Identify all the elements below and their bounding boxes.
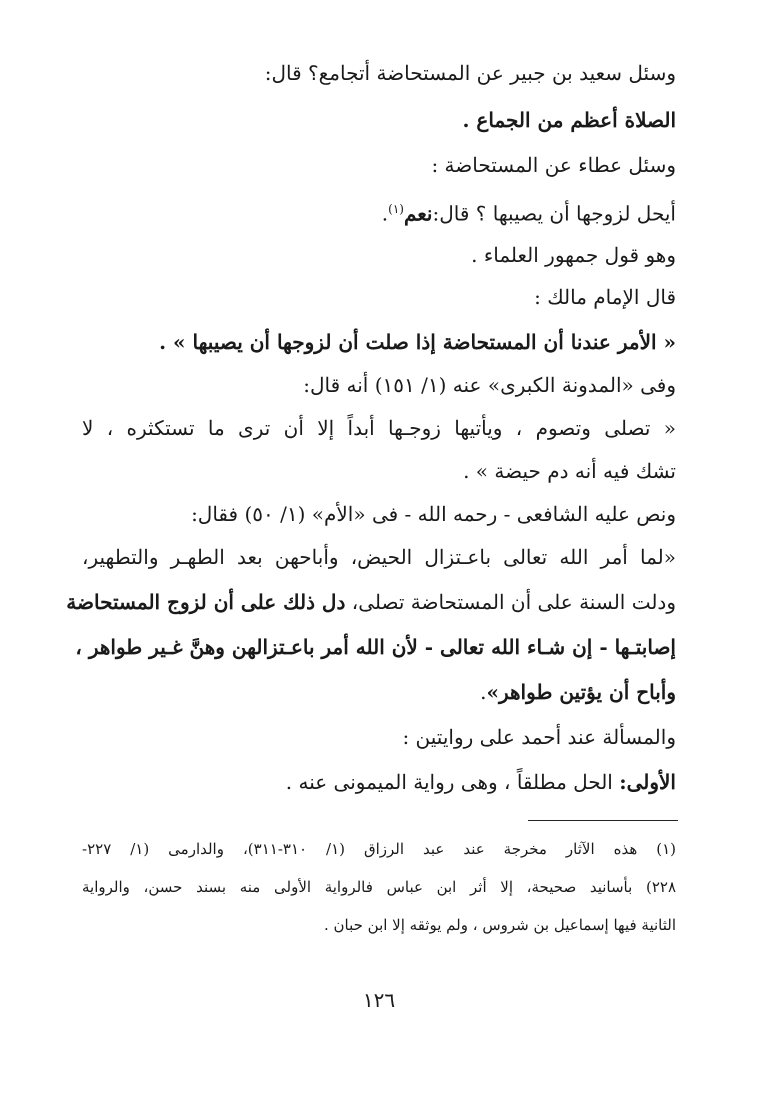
line-end-period: . [381, 201, 389, 226]
text-line-8: وفى «المدونة الكبرى» عنه (١/ ١٥١) أنه قال: [303, 373, 676, 397]
text-line-15-bold: وأباح أن يؤتين طواهر» [486, 680, 676, 704]
text-line-6: قال الإمام مالك : [534, 285, 676, 309]
text-line-3: وسئل عطاء عن المستحاضة : [431, 153, 676, 177]
text-line-4 [382, 194, 676, 229]
text-line-7: « الأمر عندنا أن المستحاضة إذا صلت أن لزوجها أن يصيبها » . [159, 330, 676, 354]
text-line-9: « تصلى وتصوم ، ويأتيها زوجـها أبداً إلا أن ترى ما تستكثره ، لا [82, 416, 676, 440]
footnote-separator [528, 820, 678, 821]
text-line-14: إصابتـها - إن شـاء الله تعالى - لأن الله أمر باعـتزالهن وهنَّ غـير طواهر ، [75, 635, 676, 659]
text-line-5: وهو قول جمهور العلماء . [471, 243, 676, 267]
footnote-line-3: الثانية فيها إسماعيل بن شروس ، ولم يوثقه إلا ابن حبان . [323, 916, 676, 934]
text-line-13-bold: دل ذلك على أن لزوج المستحاضة [66, 590, 346, 614]
answer-text: نعم [403, 201, 433, 226]
text-line-16: والمسألة عند أحمد على روايتين : [402, 725, 676, 749]
text-line-2: الصلاة أعظم من الجماع . [462, 108, 676, 132]
text-line-13-regular: ودلت السنة على أن المستحاضة تصلى، [351, 590, 676, 614]
text-line-1: وسئل سعيد بن جبير عن المستحاضة أتجامع؟ قال: [264, 61, 676, 85]
page-number: ١٢٦ [362, 988, 396, 1012]
first-opinion-label: الأولى: [619, 770, 676, 794]
text-line-10: تشك فيه أنه دم حيضة » . [463, 459, 676, 483]
line-end-period-2: . [480, 680, 487, 704]
first-opinion-text: الحل مطلقاً ، وهى رواية الميمونى عنه . [285, 770, 613, 794]
text-line-13 [66, 587, 676, 617]
text-line-12: «لما أمر الله تعالى باعـتزال الحيض، وأباحهن بعد الطهـر والتطهير، [82, 545, 677, 569]
question-text: أيحل لزوجها أن يصيبها ؟ قال: [432, 201, 676, 226]
text-line-15 [480, 677, 676, 707]
footnote-marker: (١) [388, 202, 404, 216]
footnote-line-2: ٢٢٨) بأسانيد صحيحة، إلا أثر ابن عباس فالرواية الأولى منه بسند حسن، والرواية [82, 878, 676, 896]
footnote-line-1: (١) هذه الآثار مخرجة عند عبد الرزاق (١/ ٣١٠-٣١١)، والدارمى (١/ ٢٢٧- [82, 840, 676, 858]
text-line-11: ونص عليه الشافعى - رحمه الله - فى «الأم» (١/ ٥٠) فقال: [191, 502, 676, 526]
text-line-17 [286, 767, 676, 797]
